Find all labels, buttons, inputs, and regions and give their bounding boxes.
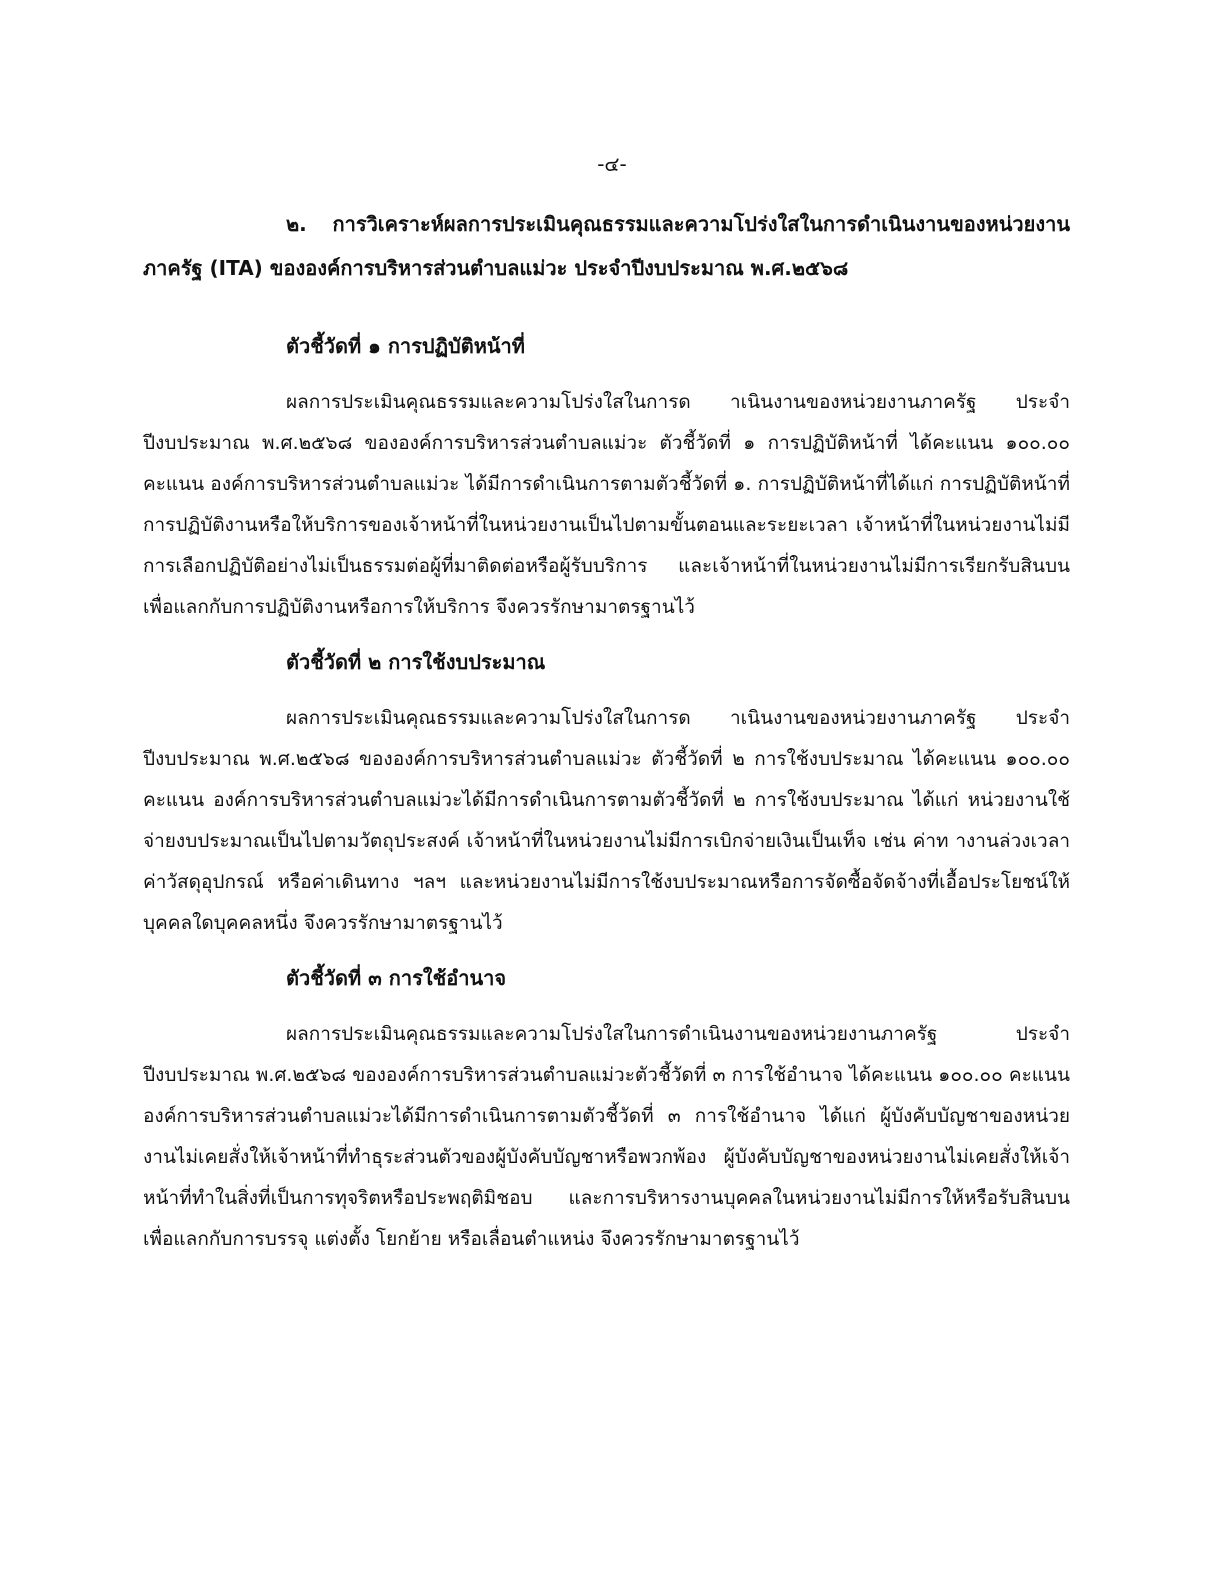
section-title: ๒. การวิเคราะห์ผลการประเมินคุณธรรมและความโปร่งใสในการดำเนินงานของหน่วยงานภาครัฐ (ITA) ขององค์การบริหารส่วนตำบลแม่วะ ประจำปีงบประมาณ พ.ศ.๒๕๖๘ — [143, 212, 1070, 280]
document-body — [143, 202, 1070, 1260]
indicator-heading: ตัวชี้วัดที่ ๒ การใช้งบประมาณ — [286, 650, 546, 674]
page-number: -๔- — [597, 152, 627, 176]
indicator-paragraph: ผลการประเมินคุณธรรมและความโปร่งใสในการด าเนินงานของหน่วยงานภาครัฐ ประจำปีงบประมาณ พ.ศ.๒๕๖๘ ขององค์การบริหารส่วนตำบลแม่วะ ตัวชี้วัดที่ ๑ การปฏิบัติหน้าที่ ได้คะแนน ๑๐๐.๐๐ คะแนน องค์การบริหารส่วนตำบลแม่วะ ได้มีการดำเนินการตามตัวชี้วัดที่ ๑. การปฏิบัติหน้าที่ได้แก่ การปฏิบัติหน้าที่ การปฏิบัติงานหรือให้บริการของเจ้าหน้าที่ในหน่วยงานเป็นไปตามขั้นตอนและระยะเวลา เจ้าหน้าที่ในหน่วยงานไม่มีการเลือกปฏิบัติอย่างไม่เป็นธรรมต่อผู้ที่มาติดต่อหรือผู้รับบริการ และเจ้าหน้าที่ในหน่วยงานไม่มีการเรียกรับสินบนเพื่อแลกกับการปฏิบัติงานหรือการให้บริการ จึงควรรักษามาตรฐานไว้ — [143, 391, 1070, 618]
indicator-paragraph: ผลการประเมินคุณธรรมและความโปร่งใสในการด าเนินงานของหน่วยงานภาครัฐ ประจำปีงบประมาณ พ.ศ.๒๕๖๘ ขององค์การบริหารส่วนตำบลแม่วะ ตัวชี้วัดที่ ๒ การใช้งบประมาณ ได้คะแนน ๑๐๐.๐๐ คะแนน องค์การบริหารส่วนตำบลแม่วะได้มีการดำเนินการตามตัวชี้วัดที่ ๒ การใช้งบประมาณ ได้แก่ หน่วยงานใช้จ่ายงบประมาณเป็นไปตามวัตถุประสงค์ เจ้าหน้าที่ในหน่วยงานไม่มีการเบิกจ่ายเงินเป็นเท็จ เช่น ค่าท างานล่วงเวลา ค่าวัสดุอุปกรณ์ หรือค่าเดินทาง ฯลฯ และหน่วยงานไม่มีการใช้งบประมาณหรือการจัดซื้อจัดจ้างที่เอื้อประโยชน์ให้บุคคลใดบุคคลหนึ่ง จึงควรรักษามาตรฐานไว้ — [143, 707, 1070, 934]
indicator-heading: ตัวชี้วัดที่ ๑ การปฏิบัติหน้าที่ — [286, 334, 525, 358]
indicator-paragraph: ผลการประเมินคุณธรรมและความโปร่งใสในการดำเนินงานของหน่วยงานภาครัฐ ประจำปีงบประมาณ พ.ศ.๒๕๖๘ ขององค์การบริหารส่วนตำบลแม่วะตัวชี้วัดที่ ๓ การใช้อำนาจ ได้คะแนน ๑๐๐.๐๐ คะแนน องค์การบริหารส่วนตำบลแม่วะได้มีการดำเนินการตามตัวชี้วัดที่ ๓ การใช้อำนาจ ได้แก่ ผู้บังคับบัญชาของหน่วยงานไม่เคยสั่งให้เจ้าหน้าที่ทำธุระส่วนตัวของผู้บังคับบัญชาหรือพวกพ้อง ผู้บังคับบัญชาของหน่วยงานไม่เคยสั่งให้เจ้าหน้าที่ทำในสิ่งที่เป็นการทุจริตหรือประพฤติมิชอบ และการบริหารงานบุคคลในหน่วยงานไม่มีการให้หรือรับสินบน เพื่อแลกกับการบรรจุ แต่งตั้ง โยกย้าย หรือเลื่อนตำแหน่ง จึงควรรักษามาตรฐานไว้ — [143, 1023, 1070, 1250]
indicator-2 — [143, 642, 1070, 944]
indicator-3 — [143, 958, 1070, 1260]
indicator-heading: ตัวชี้วัดที่ ๓ การใช้อำนาจ — [286, 966, 507, 990]
indicator-1 — [143, 326, 1070, 628]
